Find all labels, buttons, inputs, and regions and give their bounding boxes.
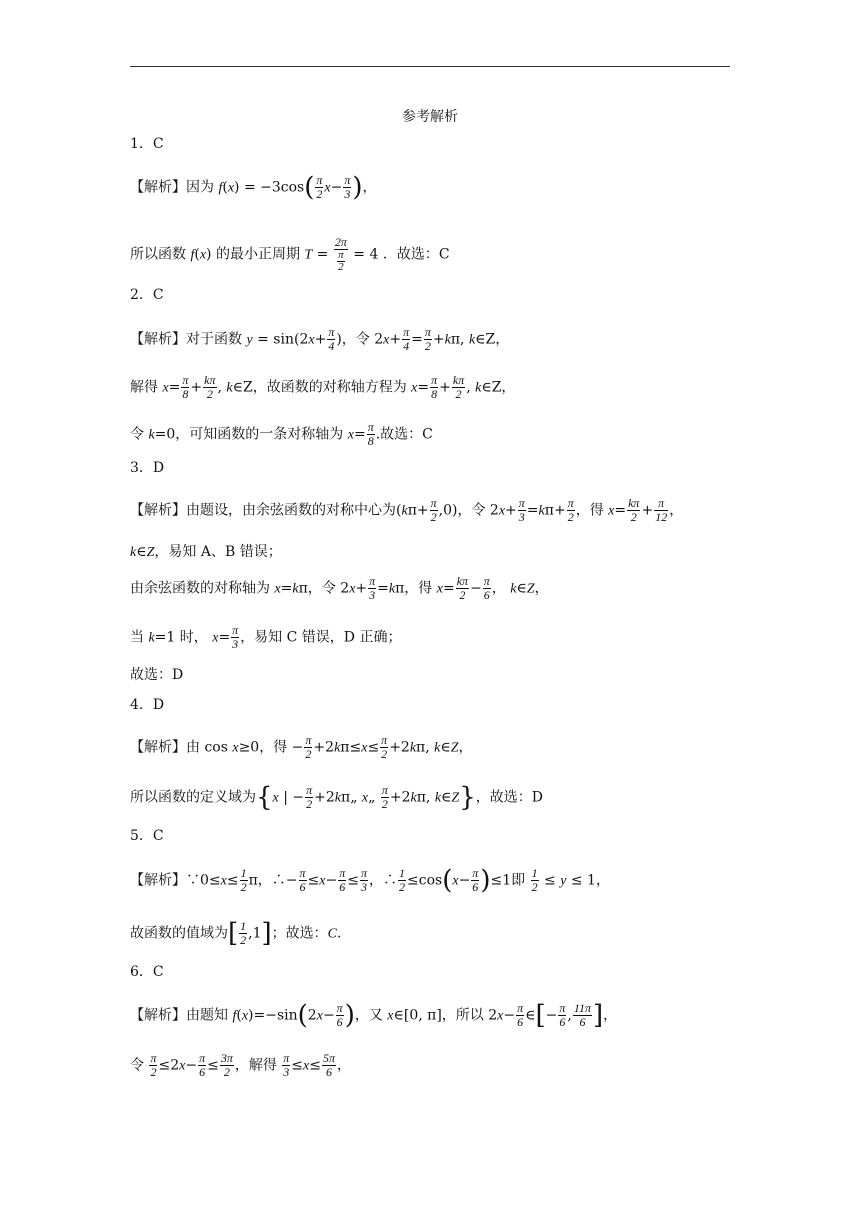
explanation-2-line-3: 令 k=0，可知函数的一条对称轴为 x= $\frac{\pi}{8}$ .故选：C (130, 420, 433, 448)
explanation-1-line-1: 【解析】因为 f(x) = −3cos( $\frac{\pi}{2}$ x− $\frac{\pi}{3}$ )， (130, 172, 377, 203)
answer-5: 5．C (130, 828, 164, 844)
explanation-3-line-1: 【解析】由题设，由余弦函数的对称中心为(kπ+ $\frac{\pi}{2}$ ,0)，令 2x+ $\frac{\pi}{3}$ =kπ+ $\frac{\pi}{2}$ ，得 x= $\frac{k\pi}{2}$ + $\frac{\pi}{12}$ ， (130, 496, 684, 524)
answer-6: 6．C (130, 964, 164, 980)
explanation-6-line-1: 【解析】由题知 f(x)=−sin(2x− $\frac{\pi}{6}$ )，又 x∈[0, π]，所以 2x− $\frac{\pi}{6}$ ∈[− $\frac{\pi}{6}$ , $\frac{11\pi}{6}$ ]， (130, 1000, 618, 1031)
explanation-2-line-1: 【解析】对于函数 y = sin(2x+ $\frac{\pi}{4}$ )，令 2x+ $\frac{\pi}{4}$ = $\frac{\pi}{2}$ +kπ, k∈Z， (130, 325, 510, 353)
explanation-3-line-2: k∈Z，易知 A、B 错误； (130, 544, 282, 560)
page-title: 参考解析 (402, 109, 458, 125)
explanation-5-line-2: 故函数的值域为[ $\frac{1}{2}$ ,1]；故选：C. (130, 918, 342, 949)
explanation-1-line-2: 所以函数 f(x) 的最小正周期 T = $\frac{2\pi}{\frac{\pi}{2}}$ = 4 ．故选：C (130, 235, 450, 273)
explanation-3-line-4: 当 k=1 时， x= $\frac{\pi}{3}$ ，易知 C 错误，D 正确； (130, 623, 402, 651)
explanation-6-line-2: 令 $\frac{\pi}{2}$ ≤2x− $\frac{\pi}{6}$ ≤ $\frac{3\pi}{2}$ ，解得 $\frac{\pi}{3}$ ≤x≤ $\frac{5\pi}{6}$ ， (130, 1051, 351, 1079)
answer-2: 2．C (130, 287, 164, 303)
header-rule (130, 66, 730, 67)
explanation-5-line-1: 【解析】∵0≤x≤ $\frac{1}{2}$ π，∴− $\frac{\pi}{6}$ ≤x− $\frac{\pi}{6}$ ≤ $\frac{\pi}{3}$ ，∴ $\frac{1}{2}$ ≤cos(x− $\frac{\pi}{6}$ )≤1即 $\frac{1}{2}$ ≤ y ≤ 1， (130, 865, 610, 896)
explanation-4-line-2: 所以函数的定义域为{x | − $\frac{\pi}{2}$ +2kπ„ x„ $\frac{\pi}{2}$ +2kπ, k∈Z}，故选：D (130, 782, 543, 813)
explanation-3-line-3: 由余弦函数的对称轴为 x=kπ，令 2x+ $\frac{\pi}{3}$ =kπ，得 x= $\frac{k\pi}{2}$ − $\frac{\pi}{6}$ ， k∈Z， (130, 574, 549, 602)
explanation-4-line-1: 【解析】由 cos x≥0，得 − $\frac{\pi}{2}$ +2kπ≤x≤ $\frac{\pi}{2}$ +2kπ, k∈Z， (130, 733, 473, 761)
explanation-2-line-2: 解得 x= $\frac{\pi}{8}$ + $\frac{k\pi}{2}$ , k∈Z，故函数的对称轴方程为 x= $\frac{\pi}{8}$ + $\frac{k\pi}{2}$ , k∈Z， (130, 373, 516, 401)
explanation-3-line-5: 故选：D (130, 667, 184, 683)
answer-3: 3．D (130, 460, 165, 476)
answer-1: 1．C (130, 136, 164, 152)
answer-4: 4．D (130, 697, 165, 713)
